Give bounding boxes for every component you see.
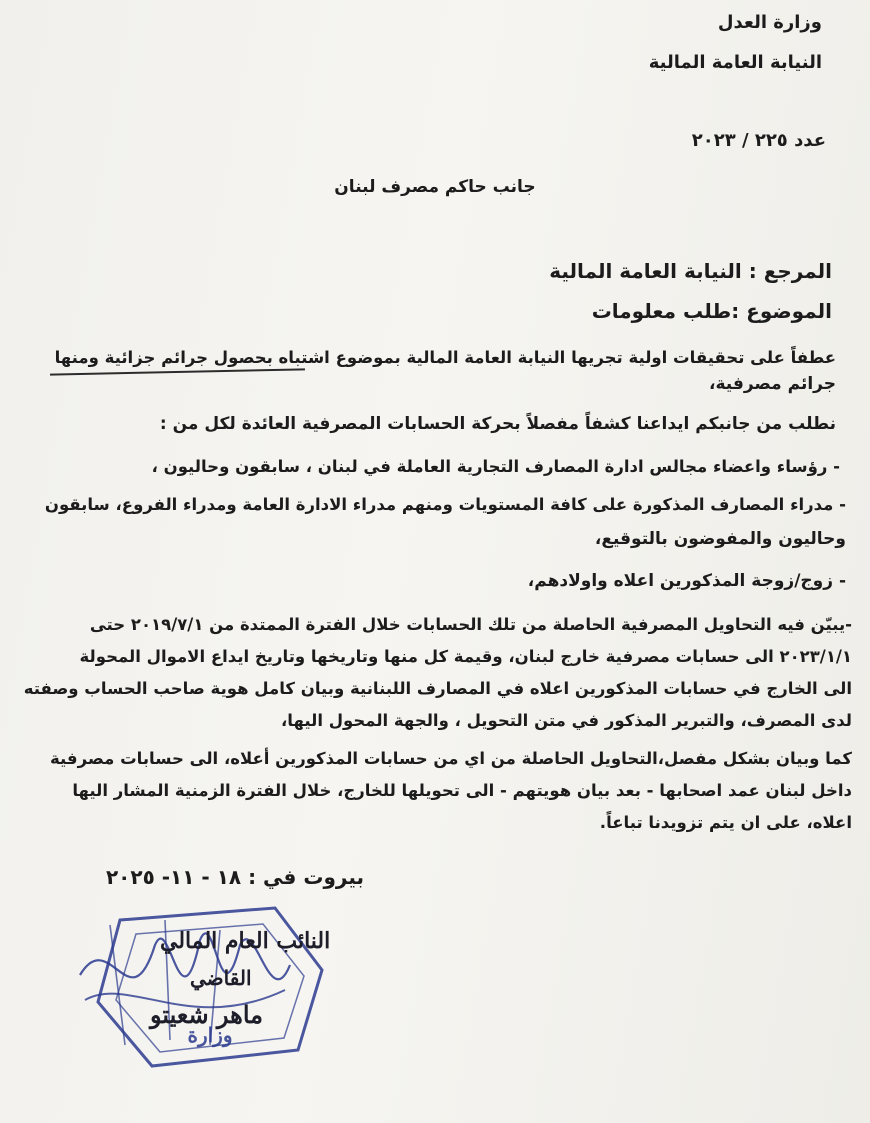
para-2-line-2: داخل لبنان عمد اصحابها - بعد بيان هويتهم - الى تحويلها للخارج، خلال الفترة الزمنية المشار اليها xyxy=(72,781,852,800)
reference-number: عدد ٢٢٥ / ٢٠٢٣ xyxy=(691,130,826,151)
list-item-1: - رؤساء واعضاء مجالس ادارة المصارف التجارية العاملة في لبنان ، سابقون وحاليون ، xyxy=(151,457,840,476)
para-2-line-3: اعلاه، على ان يتم تزويدنا تباعاً. xyxy=(599,813,852,832)
ministry-name: وزارة العدل xyxy=(717,12,822,33)
para-1-line-1: -يبيّن فيه التحاويل المصرفية الحاصلة من تلك الحسابات خلال الفترة الممتدة من ٢٠١٩/٧/١ حتى xyxy=(89,615,852,634)
handwritten-underline xyxy=(50,368,305,375)
list-item-2-line-2: وحاليون والمفوضون بالتوقيع، xyxy=(594,529,846,549)
body-intro-line-1: عطفاً على تحقيقات اولية تجريها النيابة العامة المالية بموضوع اشتباه بحصول جرائم جزائية ومنها xyxy=(54,348,836,367)
signatory-rank: القاضي xyxy=(190,966,252,990)
recipient: جانب حاكم مصرف لبنان xyxy=(334,177,536,197)
stamp-text: وزارة xyxy=(187,1023,233,1047)
date-line: بيروت في : ١٨ - ١١- ٢٠٢٥ xyxy=(105,865,364,889)
signatory-title: النائب العام المالي xyxy=(160,928,331,954)
list-item-2-line-1: - مدراء المصارف المذكورة على كافة المستويات ومنهم مدراء الادارة العامة ومدراء الفروع، سابقون xyxy=(44,495,846,514)
para-1-line-4: لدى المصرف، والتبرير المذكور في متن التحويل ، والجهة المحول اليها، xyxy=(281,711,852,730)
signatory-name: ماهر شعيتو xyxy=(150,1000,263,1029)
para-2-line-1: كما وبيان بشكل مفصل،التحاويل الحاصلة من اي من حسابات المذكورين أعلاه، الى حسابات مصرفية xyxy=(50,749,852,768)
list-item-3: - زوج/زوجة المذكورين اعلاه واولادهم، xyxy=(527,571,846,591)
reference-line: المرجع : النيابة العامة المالية xyxy=(549,259,832,283)
para-1-line-2: ٢٠٢٣/١/١ الى حسابات مصرفية خارج لبنان، وقيمة كل منها وتاريخها وتاريخ ايداع الاموال المحولة xyxy=(79,647,852,666)
subject-line: الموضوع :طلب معلومات xyxy=(591,299,832,323)
para-1-line-3: الى الخارج في حسابات المذكورين اعلاه في المصارف اللبنانية وبيان كامل هوية صاحب الحساب وصفته xyxy=(23,679,852,698)
body-request: نطلب من جانبكم ايداعنا كشفاً مفصلاً بحركة الحسابات المصرفية العائدة لكل من : xyxy=(159,414,836,434)
office-name: النيابة العامة المالية xyxy=(648,52,822,73)
body-intro-line-2: جرائم مصرفية، xyxy=(709,374,836,394)
